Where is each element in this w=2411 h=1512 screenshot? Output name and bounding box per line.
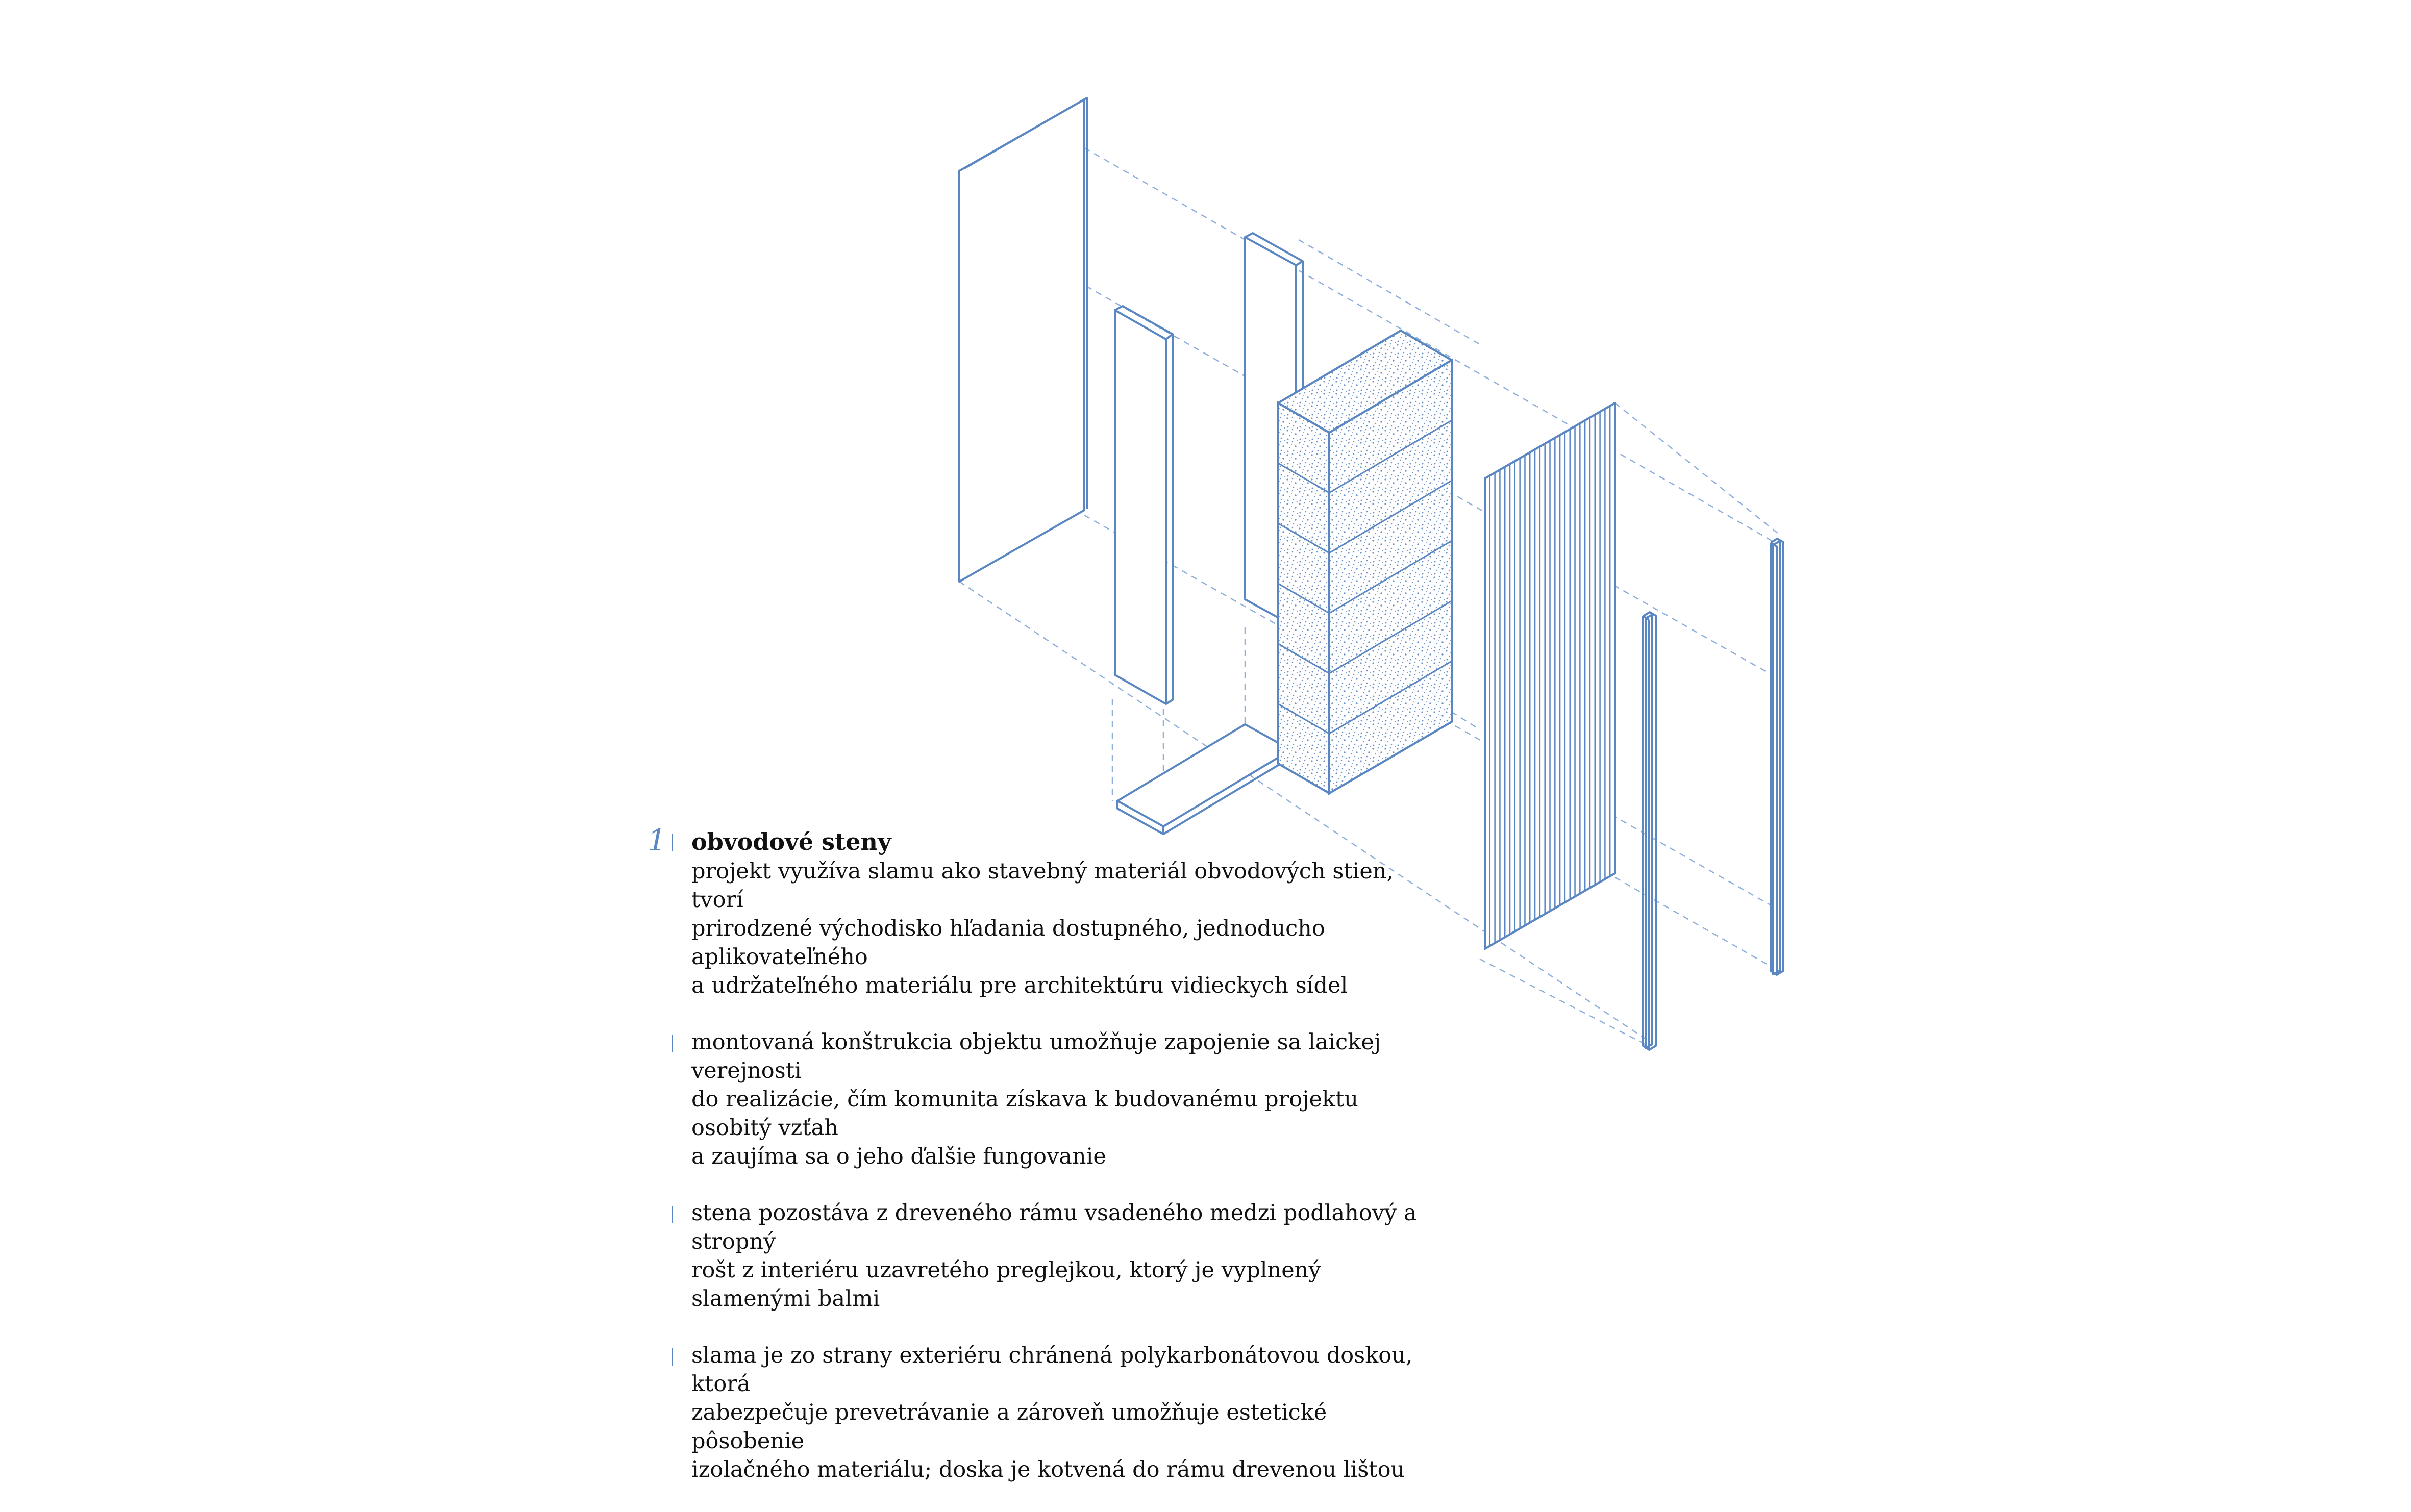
paragraph-2 bbox=[653, 1028, 1419, 1171]
paragraph-3 bbox=[653, 1199, 1419, 1313]
frame-base-plate bbox=[1117, 724, 1291, 834]
text-block bbox=[648, 823, 1419, 1512]
section-intro bbox=[648, 823, 1419, 1000]
plywood-panel bbox=[959, 98, 1087, 582]
frame-post-1 bbox=[1115, 306, 1173, 704]
paragraph-line: izolačného materiálu; doska je kotvená do rámu drevenou lištou bbox=[691, 1457, 1405, 1482]
section-title: obvodové steny bbox=[691, 828, 891, 855]
straw-bale-stack bbox=[1278, 331, 1452, 793]
bullet-bar bbox=[672, 1035, 673, 1052]
paragraph-line: do realizácie, čím komunita získava k budovanému projektu osobitý vzťah bbox=[691, 1087, 1358, 1141]
batten-1 bbox=[1643, 612, 1656, 1050]
bullet-bar bbox=[672, 1348, 673, 1366]
bullet-bar bbox=[672, 1206, 673, 1223]
paragraph-line: prirodzené východisko hľadania dostupného, jednoducho aplikovateľného bbox=[691, 916, 1325, 970]
paragraph-4 bbox=[653, 1341, 1419, 1484]
batten-2 bbox=[1771, 539, 1783, 975]
paragraph-line: stena pozostáva z dreveného rámu vsadeného medzi podlahový a stropný bbox=[691, 1200, 1417, 1254]
paragraph-line: zabezpečuje prevetrávanie a zároveň umožňuje estetické pôsobenie bbox=[691, 1400, 1327, 1454]
paragraph-line: projekt využíva slamu ako stavebný materiál obvodových stien, tvorí bbox=[691, 859, 1394, 913]
polycarbonate-sheet bbox=[1485, 403, 1615, 949]
paragraph-line: montovaná konštrukcia objektu umožňuje zapojenie sa laickej verejnosti bbox=[691, 1029, 1381, 1083]
paragraph-line: a zaujíma sa o jeho ďalšie fungovanie bbox=[691, 1144, 1106, 1169]
bullet-bar bbox=[672, 834, 673, 851]
section-number: 1 bbox=[648, 823, 666, 858]
paragraph-line: rošt z interiéru uzavretého preglejkou, ktorý je vyplnený slamenými balmi bbox=[691, 1257, 1321, 1312]
paragraph-line: a udržateľného materiálu pre architektúru vidieckych sídel bbox=[691, 973, 1348, 998]
paragraph-line: slama je zo strany exteriéru chránená polykarbonátovou doskou, ktorá bbox=[691, 1343, 1413, 1397]
